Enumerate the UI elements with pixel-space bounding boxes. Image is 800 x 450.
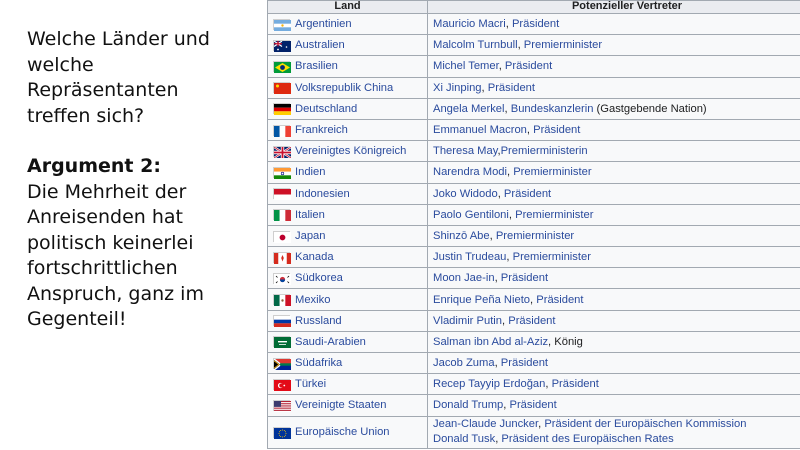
france-flag-icon [273, 125, 290, 136]
japan-flag-icon [273, 231, 290, 242]
office-link[interactable]: Präsident [511, 18, 560, 31]
mexico-flag-icon [273, 294, 290, 305]
representative-name-link[interactable]: Moon Jae-in [433, 272, 495, 285]
separator: , [481, 81, 488, 94]
argentina-flag-icon [273, 19, 290, 30]
australia-flag-icon [273, 40, 290, 51]
germany-flag-icon [273, 103, 290, 114]
representative-name-link[interactable]: Shinzō Abe [433, 229, 490, 242]
country-link[interactable]: Australien [295, 39, 345, 52]
country-cell [268, 98, 428, 119]
table-row [268, 247, 800, 268]
table-row [268, 35, 800, 56]
indonesia-flag-icon [273, 188, 290, 199]
representative-name-link[interactable]: Recep Tayyip Erdoğan [433, 378, 546, 391]
country-cell [268, 395, 428, 416]
separator: , [494, 357, 501, 370]
representative-note: (Gastgebende Nation) [593, 102, 707, 115]
country-link[interactable]: Italien [295, 208, 325, 221]
country-link[interactable]: Argentinien [295, 18, 352, 31]
separator: , [504, 102, 511, 115]
country-link[interactable]: Kanada [295, 251, 334, 264]
office-link[interactable]: Präsident [533, 124, 581, 137]
separator: , [548, 335, 555, 348]
representative-cell [428, 56, 800, 77]
country-cell [268, 374, 428, 395]
office-link[interactable]: Präsident [551, 378, 599, 391]
argument-body: Die Mehrheit der Anreisenden hat politisch keinerlei fortschrittlichen Anspruch, ganz im Gegenteil! [27, 180, 204, 330]
representative-name-link[interactable]: Salman ibn Abd al-Aziz [433, 335, 549, 348]
representative-line [433, 432, 800, 447]
table-row-eu [268, 416, 800, 448]
table-row [268, 162, 800, 183]
argument-heading: Argument 2: [27, 155, 161, 177]
representative-name-link[interactable]: Donald Trump [433, 399, 504, 412]
table-row [268, 289, 800, 310]
representative-cell [428, 141, 800, 162]
representative-cell [428, 204, 800, 225]
table-row [268, 331, 800, 352]
country-cell [268, 56, 428, 77]
country-link[interactable]: Südafrika [295, 357, 343, 370]
representative-cell [428, 35, 800, 56]
country-cell [268, 162, 428, 183]
china-flag-icon [273, 82, 290, 93]
representative-cell [428, 98, 800, 119]
separator: , [505, 18, 512, 31]
representatives-table [267, 0, 800, 449]
country-link[interactable]: Mexiko [295, 293, 331, 306]
country-link[interactable]: Türkei [295, 378, 327, 391]
country-link[interactable]: Volksrepublik China [295, 81, 394, 94]
representative-cell [428, 331, 800, 352]
office-link[interactable]: Präsident [504, 60, 553, 73]
country-link[interactable]: Russland [295, 314, 342, 327]
country-cell [268, 77, 428, 98]
representative-name-link[interactable]: Paolo Gentiloni [433, 208, 509, 221]
office-link[interactable]: Premierministerin [500, 145, 588, 158]
separator: , [508, 208, 516, 221]
representative-cell [428, 77, 800, 98]
country-link[interactable]: Deutschland [295, 102, 358, 115]
table-row [268, 141, 800, 162]
representatives-table-container [267, 0, 800, 450]
representative-cell [428, 268, 800, 289]
representative-cell [428, 225, 800, 246]
office-link[interactable]: Premierminister [513, 166, 592, 179]
separator: , [497, 187, 504, 200]
representative-cell [428, 289, 800, 310]
separator: , [489, 229, 496, 242]
representative-name-link[interactable]: Theresa May [433, 145, 498, 158]
spacer [27, 129, 242, 154]
country-cell [268, 416, 428, 448]
country-cell [268, 247, 428, 268]
office-link[interactable]: Premierminister [515, 208, 594, 221]
country-cell [268, 183, 428, 204]
representative-cell [428, 310, 800, 331]
table-row [268, 310, 800, 331]
representative-cell [428, 183, 800, 204]
office-link[interactable]: Premierminister [512, 251, 591, 264]
country-cell [268, 141, 428, 162]
office-link[interactable]: Präsident der Europäischen Kommission [544, 418, 747, 431]
country-cell [268, 35, 428, 56]
country-cell [268, 310, 428, 331]
table-row [268, 98, 800, 119]
office-link[interactable]: Präsident [503, 187, 552, 200]
table-row [268, 225, 800, 246]
separator: , [495, 433, 502, 446]
representative-cell [428, 374, 800, 395]
representative-name-link[interactable]: Mauricio Macri [433, 18, 506, 31]
table-row [268, 374, 800, 395]
country-link[interactable]: Indien [295, 166, 326, 179]
separator: , [498, 60, 505, 73]
country-link[interactable]: Vereinigtes Königreich [295, 145, 407, 158]
question-text: Welche Länder und welche Repräsentanten treffen sich? [27, 28, 210, 127]
country-link[interactable]: Indonesien [295, 187, 350, 200]
country-link[interactable]: Frankreich [295, 124, 348, 137]
representative-cell [428, 162, 800, 183]
country-cell [268, 353, 428, 374]
table-row [268, 14, 800, 35]
representative-name-link[interactable]: Jean-Claude Juncker [433, 418, 539, 431]
table-header-row [268, 1, 800, 14]
table-row [268, 204, 800, 225]
india-flag-icon [273, 167, 290, 178]
office-link[interactable]: Präsident [487, 81, 535, 94]
country-cell [268, 204, 428, 225]
representative-line [433, 417, 800, 432]
representative-cell [428, 416, 800, 448]
country-cell [268, 289, 428, 310]
table-row [268, 353, 800, 374]
country-link[interactable]: Brasilien [295, 60, 338, 73]
representative-name-link[interactable]: Enrique Peña Nieto [433, 293, 531, 306]
russia-flag-icon [273, 315, 290, 326]
table-row [268, 395, 800, 416]
office-link[interactable]: Präsident des Europäischen Rates [501, 433, 674, 446]
separator: , [503, 399, 510, 412]
country-link[interactable]: Südkorea [295, 272, 343, 285]
south-korea-flag-icon [273, 273, 290, 284]
separator: , [545, 378, 552, 391]
representative-name-link[interactable]: Xi Jinping [433, 81, 482, 94]
separator: , [526, 124, 534, 137]
representative-name-link[interactable]: Joko Widodo [433, 187, 498, 200]
separator: , [494, 272, 501, 285]
usa-flag-icon [273, 400, 290, 411]
representative-name-link[interactable]: Michel Temer [433, 60, 499, 73]
slide-text [27, 27, 242, 333]
representative-name-link[interactable]: Justin Trudeau [433, 251, 507, 264]
country-link[interactable]: Saudi-Arabien [295, 335, 366, 348]
representative-cell [428, 14, 800, 35]
office-link[interactable]: Präsident [508, 314, 556, 327]
representative-name-link[interactable]: Donald Tusk [433, 433, 496, 446]
table-row [268, 77, 800, 98]
office-link[interactable]: Premierminister [495, 229, 575, 242]
country-cell [268, 331, 428, 352]
office-link[interactable]: Präsident [509, 399, 557, 412]
country-cell [268, 268, 428, 289]
representative-name-link[interactable]: Malcolm Turnbull [433, 39, 518, 52]
office-link: König [554, 335, 583, 348]
office-link[interactable]: Premierminister [523, 39, 603, 52]
office-link[interactable]: Präsident [500, 272, 549, 285]
representative-cell [428, 247, 800, 268]
italy-flag-icon [273, 209, 290, 220]
country-cell [268, 119, 428, 140]
country-link[interactable]: Japan [295, 229, 326, 242]
representative-cell [428, 395, 800, 416]
table-row [268, 119, 800, 140]
country-cell [268, 225, 428, 246]
separator: , [517, 39, 524, 52]
separator: , [538, 418, 545, 431]
table-row [268, 56, 800, 77]
representative-cell [428, 353, 800, 374]
separator: , [497, 145, 501, 158]
country-link[interactable]: Europäische Union [295, 426, 390, 439]
country-link[interactable]: Vereinigte Staaten [295, 399, 387, 412]
column-header-country: Land [268, 1, 428, 14]
office-link[interactable]: Präsident [536, 293, 584, 306]
canada-flag-icon [273, 252, 290, 263]
representative-cell [428, 119, 800, 140]
uk-flag-icon [273, 146, 290, 157]
country-cell [268, 14, 428, 35]
representative-name-link[interactable]: Vladimir Putin [433, 314, 503, 327]
separator: , [530, 293, 537, 306]
brazil-flag-icon [273, 61, 290, 72]
representative-name-link[interactable]: Jacob Zuma [433, 357, 495, 370]
representative-name-link[interactable]: Emmanuel Macron [433, 124, 527, 137]
saudi-arabia-flag-icon [273, 336, 290, 347]
turkey-flag-icon [273, 379, 290, 390]
representative-name-link[interactable]: Angela Merkel [433, 102, 505, 115]
office-link[interactable]: Präsident [500, 357, 549, 370]
separator: , [507, 166, 514, 179]
separator: , [502, 314, 509, 327]
eu-flag-icon [273, 427, 290, 438]
table-row [268, 268, 800, 289]
table-body [268, 14, 800, 449]
south-africa-flag-icon [273, 358, 290, 369]
separator: , [506, 251, 513, 264]
table-row [268, 183, 800, 204]
representative-name-link[interactable]: Narendra Modi [433, 166, 507, 179]
column-header-representative: Potenzieller Vertreter [428, 1, 800, 14]
office-link[interactable]: Bundeskanzlerin [510, 102, 594, 115]
